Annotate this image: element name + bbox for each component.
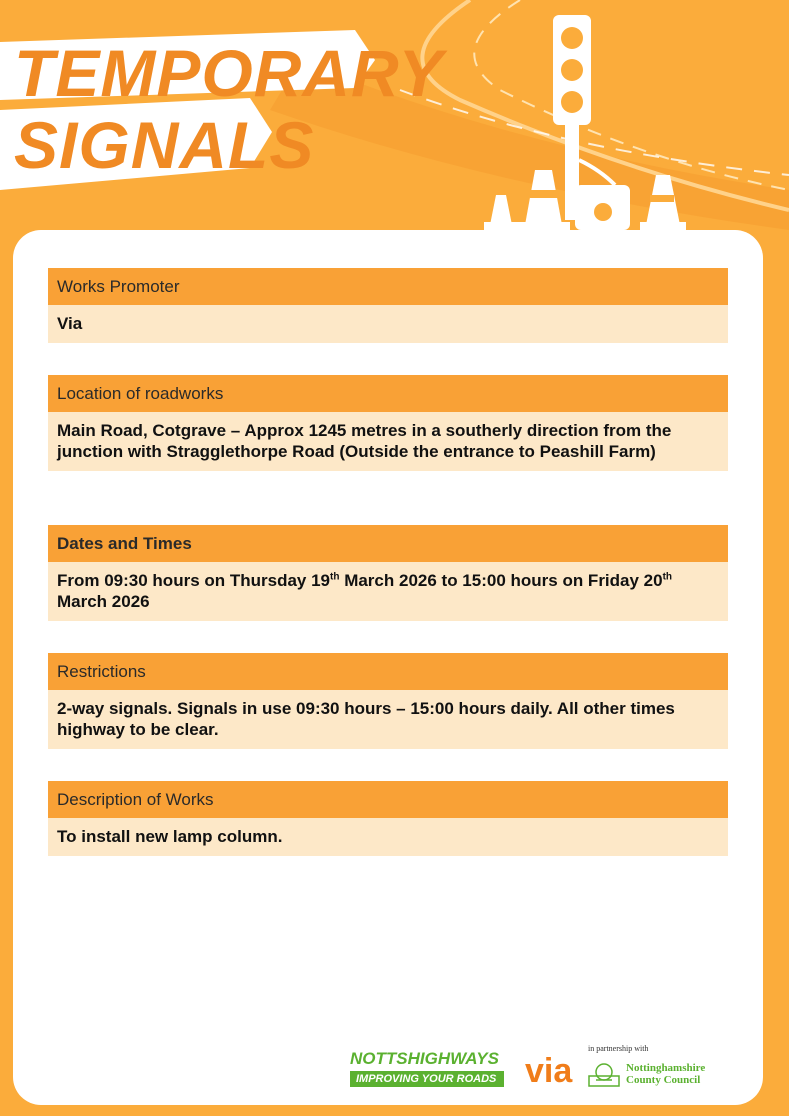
section-heading: Restrictions xyxy=(48,653,728,690)
section-heading: Dates and Times xyxy=(48,525,728,562)
section-body: Main Road, Cotgrave – Approx 1245 metres in a southerly direction from the junction with Stragglethorpe Road (Outside the entrance to Peashill Farm) xyxy=(48,412,728,471)
council-logo xyxy=(588,1060,738,1090)
section-body: From 09:30 hours on Thursday 19th March 2026 to 15:00 hours on Friday 20th March 2026 xyxy=(48,562,728,621)
section-works-promoter xyxy=(48,268,728,343)
section-heading: Works Promoter xyxy=(48,268,728,305)
section-dates-times xyxy=(48,525,728,621)
section-heading: Description of Works xyxy=(48,781,728,818)
section-heading: Location of roadworks xyxy=(48,375,728,412)
section-restrictions xyxy=(48,653,728,749)
council-crest-icon xyxy=(588,1062,620,1088)
section-body: Via xyxy=(48,305,728,343)
section-location xyxy=(48,375,728,471)
title-line-2: SIGNALS xyxy=(14,108,315,182)
footer-logos xyxy=(340,1040,740,1100)
section-body: To install new lamp column. xyxy=(48,818,728,856)
notts-highways-logo: NOTTSHIGHWAYS IMPROVING YOUR ROADS xyxy=(350,1050,510,1087)
title-line-1: TEMPORARY xyxy=(14,36,444,110)
council-name-line1: Nottinghamshire xyxy=(626,1062,706,1074)
via-logo: via xyxy=(525,1052,573,1090)
section-description xyxy=(48,781,728,856)
council-name-line2: County Council xyxy=(626,1074,701,1086)
partnership-label: in partnership with xyxy=(588,1044,649,1053)
traffic-light-icon xyxy=(553,15,630,230)
section-body: 2-way signals. Signals in use 09:30 hours – 15:00 hours daily. All other times highway to be clear. xyxy=(48,690,728,749)
